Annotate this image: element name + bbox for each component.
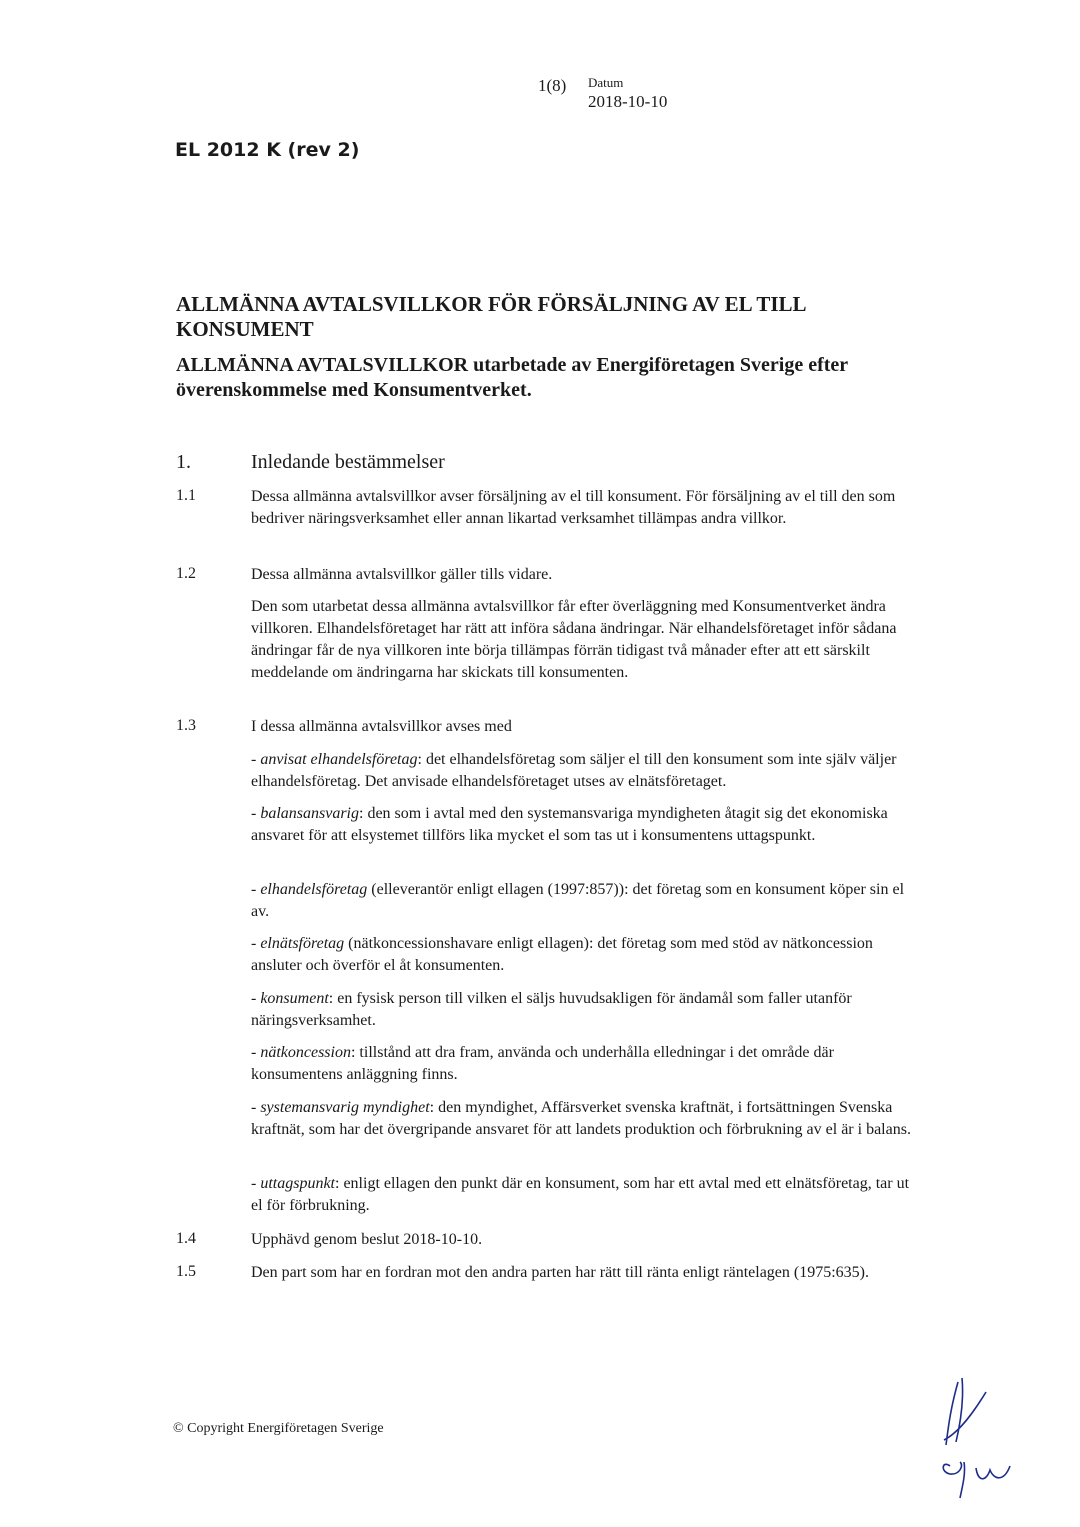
date-label: Datum bbox=[588, 75, 624, 90]
section-title: Inledande bestämmelser bbox=[251, 451, 445, 473]
clause-text: I dessa allmänna avtalsvillkor avses med bbox=[251, 718, 512, 735]
clause-text: Upphävd genom beslut 2018-10-10. bbox=[251, 1231, 483, 1248]
clause-text: Dessa allmänna avtalsvillkor avser försäljning av el till konsument. För försäljning av el till den som bedriver näringsverksamhet eller annan likartad verksamhet tillämpas andra villkor. bbox=[251, 488, 896, 527]
definition-term: elhandelsföretag bbox=[260, 881, 368, 898]
clause-text: Den part som har en fordran mot den andra parten har rätt till ränta enligt räntelagen (1975:635). bbox=[251, 1264, 869, 1281]
definition-item: - uttagspunkt: enligt ellagen den punkt där en konsument, som har ett avtal med ett elnätsföretag, tar ut el för förbrukning. bbox=[251, 1175, 910, 1214]
definition-item: - nätkoncession: tillstånd att dra fram, använda och underhålla elledningar i det område där konsumentens anläggning finns. bbox=[251, 1044, 834, 1083]
clause-number: 1.1 bbox=[176, 487, 196, 504]
definition-text: : enligt ellagen den punkt där en konsument, som har ett avtal med ett elnätsföretag, tar ut el för förbrukning. bbox=[251, 1175, 910, 1214]
definition-item: - elnätsföretag (nätkoncessionshavare enligt ellagen): det företag som med stöd av nätkoncession ansluter och överför el åt konsumenten. bbox=[251, 935, 873, 974]
copyright-footer: © Copyright Energiföretagen Sverige bbox=[173, 1421, 384, 1436]
handwritten-initials-icon bbox=[920, 1370, 1040, 1500]
date-value: 2018-10-10 bbox=[588, 92, 668, 111]
clause-number: 1.2 bbox=[176, 565, 196, 582]
definition-term: balansansvarig bbox=[260, 805, 359, 822]
definition-text: (elleverantör enligt ellagen (1997:857)): det företag som en konsument köper sin el av. bbox=[251, 881, 905, 920]
definition-item: - elhandelsföretag (elleverantör enligt ellagen (1997:857)): det företag som en konsument köper sin el av. bbox=[251, 881, 905, 920]
definition-term: elnätsföretag bbox=[260, 935, 345, 952]
document-subtitle: ALLMÄNNA AVTALSVILLKOR utarbetade av Energiföretagen Sverige efter överenskommelse med Konsumentverket. bbox=[176, 354, 848, 401]
definition-text: : den myndighet, Affärsverket svenska kraftnät, i fortsättningen Svenska kraftnät, som har det övergripande ansvaret för att landets produktion och förbrukning av el är i balans. bbox=[251, 1099, 911, 1138]
definition-item: - systemansvarig myndighet: den myndighet, Affärsverket svenska kraftnät, i fortsättningen Svenska kraftnät, som har det övergripande ansvaret för att landets produktion och förbrukning av el är i balans. bbox=[251, 1099, 911, 1138]
clause-number: 1.3 bbox=[176, 717, 196, 734]
definition-text: : den som i avtal med den systemansvariga myndigheten åtagit sig det ekonomiska ansvaret för att elsystemet tillförs lika mycket el som tas ut i konsumentens uttagspunkt. bbox=[251, 805, 888, 844]
definition-item: - balansansvarig: den som i avtal med den systemansvariga myndigheten åtagit sig det ekonomiska ansvaret för att elsystemet tillförs lika mycket el som tas ut i konsumentens uttagspunkt. bbox=[251, 805, 888, 844]
clause-number: 1.5 bbox=[176, 1263, 196, 1280]
clause-number: 1.4 bbox=[176, 1230, 196, 1247]
definition-term: nätkoncession bbox=[260, 1044, 351, 1061]
definition-text: : tillstånd att dra fram, använda och underhålla elledningar i det område där konsumentens anläggning finns. bbox=[251, 1044, 834, 1083]
page-number: 1(8) bbox=[538, 76, 567, 95]
definition-term: anvisat elhandelsföretag bbox=[260, 751, 418, 768]
document-title: ALLMÄNNA AVTALSVILLKOR FÖR FÖRSÄLJNING AV EL TILL KONSUMENT bbox=[176, 292, 806, 341]
clause-text-continued: Den som utarbetat dessa allmänna avtalsvillkor får efter överläggning med Konsumentverket ändra villkoren. Elhandelsföretaget har rätt att införa sådana ändringar. När elhandelsföretaget inför sådana ändringar får de nya villkoren inte börja tillämpas förrän tidigast två månader efter att ett särskilt meddelande om ändringarna har skickats till konsumenten. bbox=[251, 598, 897, 681]
definition-term: uttagspunkt bbox=[260, 1175, 335, 1192]
definition-text: (nätkoncessionshavare enligt ellagen): det företag som med stöd av nätkoncession ansluter och överför el åt konsumenten. bbox=[251, 935, 873, 974]
definition-text: : det elhandelsföretag som säljer el till den konsument som inte själv väljer elhandelsföretag. Det anvisade elhandelsföretaget utses av elnätsföretaget. bbox=[251, 751, 897, 790]
clause-text: Dessa allmänna avtalsvillkor gäller tills vidare. bbox=[251, 566, 553, 583]
definition-term: systemansvarig myndighet bbox=[260, 1099, 430, 1116]
definition-text: : en fysisk person till vilken el säljs huvudsakligen för ändamål som faller utanför näringsverksamhet. bbox=[251, 990, 852, 1029]
definition-term: konsument bbox=[260, 990, 329, 1007]
document-id: EL 2012 K (rev 2) bbox=[175, 139, 360, 161]
section-number: 1. bbox=[176, 451, 191, 473]
definition-item: - konsument: en fysisk person till vilken el säljs huvudsakligen för ändamål som faller utanför näringsverksamhet. bbox=[251, 990, 852, 1029]
definition-item: - anvisat elhandelsföretag: det elhandelsföretag som säljer el till den konsument som inte själv väljer elhandelsföretag. Det anvisade elhandelsföretaget utses av elnätsföretaget. bbox=[251, 751, 897, 790]
